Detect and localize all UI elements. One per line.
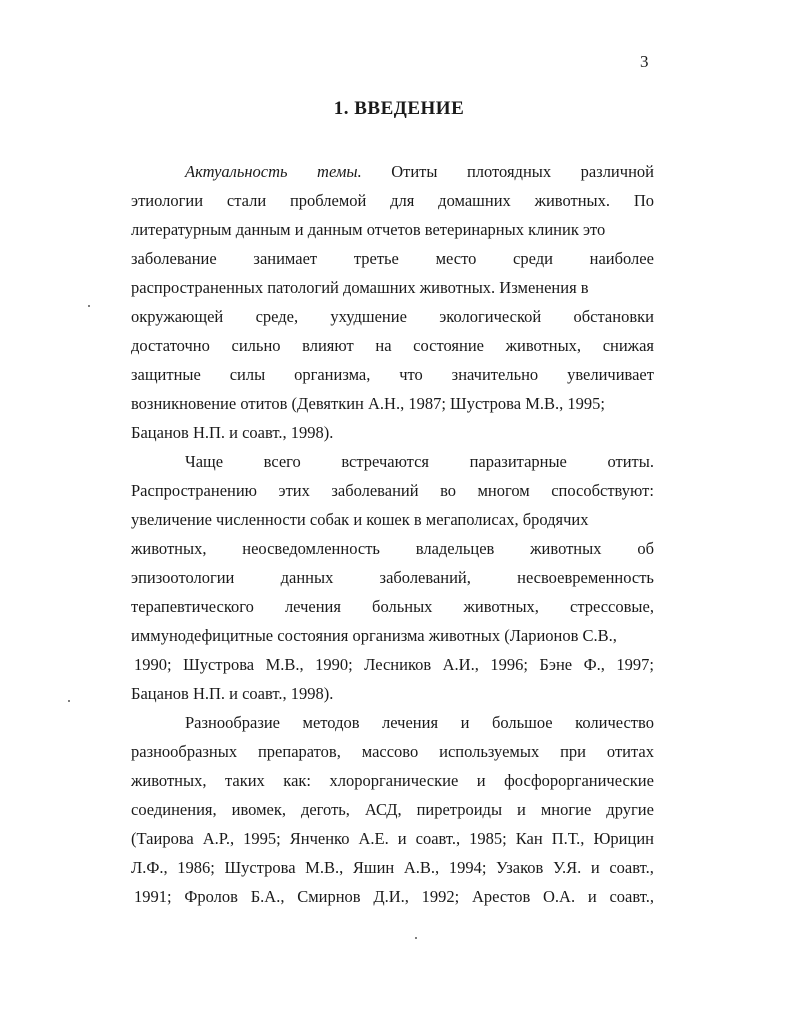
word: среди xyxy=(513,249,553,268)
scan-speck xyxy=(415,937,417,939)
word: соединения, xyxy=(131,800,217,819)
word: занимает xyxy=(253,249,318,268)
word: Арестов xyxy=(472,887,531,906)
word: и xyxy=(476,771,486,790)
word: Смирнов xyxy=(297,887,361,906)
word: соавт., xyxy=(415,829,461,848)
text-line xyxy=(131,510,654,530)
word: заболеваний xyxy=(331,481,419,500)
word: и xyxy=(397,829,407,848)
word: О.А. xyxy=(543,887,576,906)
chapter-title: 1. ВВЕДЕНИЕ xyxy=(333,98,465,119)
word: стрессовые, xyxy=(570,597,654,616)
word: всего xyxy=(263,452,301,471)
word: лечения xyxy=(382,713,439,732)
word: Актуальность xyxy=(185,162,288,181)
text-line xyxy=(131,394,654,414)
word: Распространению xyxy=(131,481,258,500)
scan-speck xyxy=(88,305,90,307)
text-line xyxy=(131,800,654,820)
word: животных, xyxy=(131,771,207,790)
word: разнообразных xyxy=(131,742,238,761)
text-line xyxy=(131,742,654,762)
word: обстановки xyxy=(573,307,654,326)
word: увеличивает xyxy=(567,365,654,384)
word: Узаков xyxy=(496,858,544,877)
word: животных, xyxy=(131,539,207,558)
word: достаточно xyxy=(131,336,210,355)
word: паразитарные xyxy=(469,452,567,471)
text-line xyxy=(131,423,654,443)
word: проблемой xyxy=(289,191,367,210)
word: препаратов, xyxy=(257,742,341,761)
word: среде, xyxy=(255,307,299,326)
word: 1991; xyxy=(134,887,172,906)
word: (Таирова xyxy=(131,829,194,848)
word: соавт., xyxy=(609,858,654,877)
text-segment: возникновение отитов (Девяткин А.Н., 1987; Шустрова М.В., 1995; xyxy=(131,394,605,413)
text-line xyxy=(185,713,654,733)
word: Разнообразие xyxy=(185,713,280,732)
word: терапевтического xyxy=(131,597,254,616)
word: массово xyxy=(361,742,419,761)
word: состояние xyxy=(413,336,484,355)
word: Б.А., xyxy=(250,887,285,906)
text-line xyxy=(131,771,654,791)
scan-speck xyxy=(68,700,70,702)
text-line xyxy=(131,220,654,240)
word: для xyxy=(390,191,415,210)
text-line xyxy=(185,162,654,182)
word: Д.И., xyxy=(373,887,409,906)
text-line xyxy=(131,278,654,298)
page-number: 3 xyxy=(640,52,649,71)
word: об xyxy=(637,539,654,558)
word: Лесников xyxy=(364,655,432,674)
word: животных. xyxy=(534,191,611,210)
word: третье xyxy=(353,249,399,268)
word: животных xyxy=(530,539,602,558)
word: Юрицин xyxy=(593,829,654,848)
word: неосведомленность xyxy=(242,539,380,558)
word: заболевание xyxy=(131,249,217,268)
word: 1985; xyxy=(469,829,507,848)
word: и xyxy=(587,887,597,906)
word: во xyxy=(440,481,456,500)
word: влияют xyxy=(302,336,354,355)
word: больных xyxy=(372,597,433,616)
word: силы xyxy=(229,365,266,384)
word: А.Е. xyxy=(358,829,389,848)
word: другие xyxy=(606,800,654,819)
word: Чаще xyxy=(185,452,224,471)
word: как: xyxy=(283,771,311,790)
word: 1997; xyxy=(616,655,654,674)
word: снижая xyxy=(602,336,654,355)
text-line xyxy=(134,887,654,907)
word: различной xyxy=(580,162,654,181)
word: на xyxy=(375,336,392,355)
text-line xyxy=(131,539,654,559)
word: Янченко xyxy=(289,829,350,848)
text-segment: иммунодефицитные состояния организма животных (Ларионов С.В., xyxy=(131,626,617,645)
word: используемых xyxy=(439,742,540,761)
text-line xyxy=(131,684,654,704)
word: Шустрова xyxy=(183,655,255,674)
word: место xyxy=(435,249,477,268)
text-line xyxy=(131,307,654,327)
word: темы. xyxy=(317,162,362,181)
word: Фролов xyxy=(184,887,238,906)
word: П.Т., xyxy=(551,829,585,848)
word: и xyxy=(517,800,526,819)
word: что xyxy=(399,365,423,384)
word: и xyxy=(460,713,470,732)
word: Кан xyxy=(515,829,543,848)
word: М.В., xyxy=(305,858,344,877)
word: хлорорганические xyxy=(329,771,459,790)
word: АСД, xyxy=(364,800,402,819)
word: этих xyxy=(278,481,310,500)
word: способствуют: xyxy=(551,481,654,500)
word: Шустрова xyxy=(224,858,296,877)
text-line xyxy=(131,249,654,269)
word: животных, xyxy=(463,597,539,616)
word: 1990; xyxy=(315,655,353,674)
word: По xyxy=(633,191,654,210)
word: Яшин xyxy=(352,858,395,877)
word: эпизоотологии xyxy=(131,568,235,587)
word: экологической xyxy=(439,307,542,326)
word: Бэне xyxy=(539,655,573,674)
text-line xyxy=(134,655,654,675)
text-line xyxy=(131,481,654,501)
word: А.В., xyxy=(403,858,440,877)
word: защитные xyxy=(131,365,201,384)
word: сильно xyxy=(231,336,281,355)
word: организма, xyxy=(294,365,371,384)
word: встречаются xyxy=(341,452,430,471)
word: окружающей xyxy=(131,307,224,326)
word: владельцев xyxy=(415,539,495,558)
text-line xyxy=(131,829,654,849)
word: этиологии xyxy=(131,191,204,210)
word: многом xyxy=(477,481,530,500)
word: пиретроиды xyxy=(416,800,503,819)
word: отитах xyxy=(606,742,654,761)
word: многие xyxy=(540,800,592,819)
word: при xyxy=(560,742,587,761)
word: фосфорорганические xyxy=(504,771,654,790)
word: количество xyxy=(575,713,654,732)
text-line xyxy=(131,365,654,385)
word: данных xyxy=(280,568,334,587)
word: 1990; xyxy=(134,655,172,674)
word: 1992; xyxy=(421,887,460,906)
word: ухудшение xyxy=(330,307,407,326)
word: ивомек, xyxy=(231,800,286,819)
word: Отиты xyxy=(391,162,438,181)
text-segment: увеличение численности собак и кошек в мегаполисах, бродячих xyxy=(131,510,589,529)
text-segment: Бацанов Н.П. и соавт., 1998). xyxy=(131,684,334,703)
word: отиты. xyxy=(607,452,654,471)
text-line xyxy=(185,452,654,472)
word: заболеваний, xyxy=(379,568,471,587)
word: Л.Ф., xyxy=(131,858,168,877)
word: 1995; xyxy=(243,829,281,848)
word: и xyxy=(590,858,600,877)
text-line xyxy=(131,597,654,617)
word: плотоядных xyxy=(466,162,552,181)
word: несвоевременность xyxy=(517,568,654,587)
word: деготь, xyxy=(300,800,350,819)
word: 1986; xyxy=(177,858,215,877)
word: 1996; xyxy=(490,655,528,674)
word: А.Р., xyxy=(202,829,235,848)
word: таких xyxy=(224,771,265,790)
word: лечения xyxy=(284,597,341,616)
text-line xyxy=(131,191,654,211)
word: Ф., xyxy=(583,655,605,674)
text-segment: Бацанов Н.П. и соавт., 1998). xyxy=(131,423,334,442)
text-line xyxy=(131,336,654,356)
word: домашних xyxy=(438,191,511,210)
word: М.В., xyxy=(265,655,304,674)
text-line xyxy=(131,858,654,878)
word: А.И., xyxy=(442,655,479,674)
word: соавт., xyxy=(609,887,654,906)
word: методов xyxy=(302,713,360,732)
text-line xyxy=(131,626,654,646)
word: У.Я. xyxy=(552,858,582,877)
word: наиболее xyxy=(589,249,654,268)
word: 1994; xyxy=(448,858,487,877)
word: большое xyxy=(491,713,553,732)
text-line xyxy=(131,568,654,588)
word: животных, xyxy=(505,336,582,355)
word: значительно xyxy=(451,365,539,384)
text-segment: литературным данным и данным отчетов ветеринарных клиник это xyxy=(131,220,606,239)
text-segment: распространенных патологий домашних животных. Изменения в xyxy=(131,278,589,297)
word: стали xyxy=(226,191,267,210)
